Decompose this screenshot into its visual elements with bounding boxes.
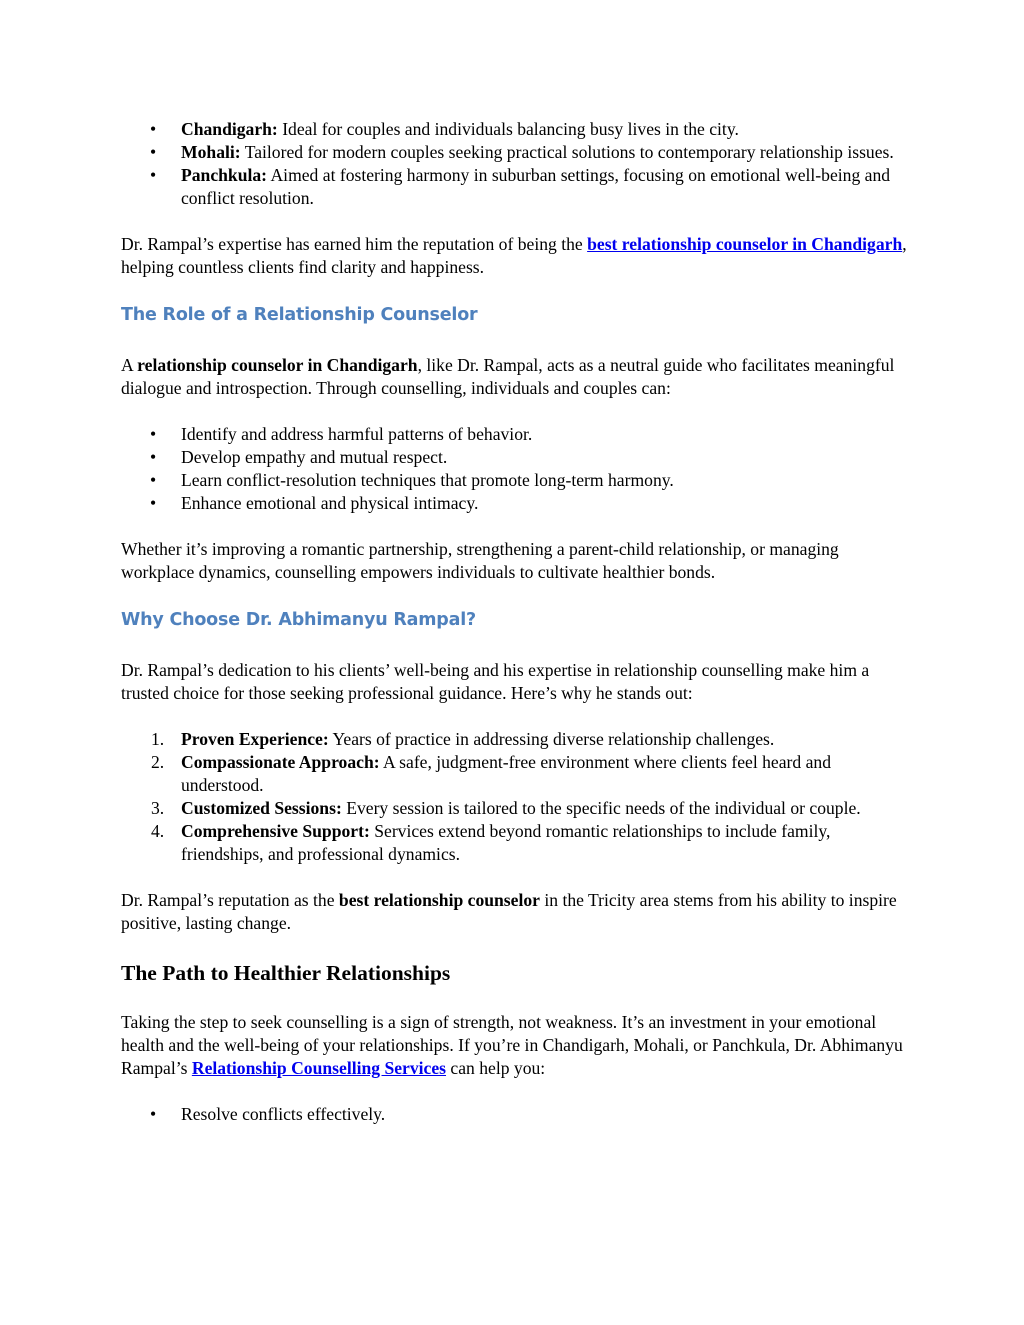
item-title: Customized Sessions:	[181, 798, 342, 818]
why-list	[121, 728, 911, 866]
list-item	[121, 728, 911, 751]
item-text: Every session is tailored to the specific needs of the individual or couple.	[341, 798, 861, 818]
role-intro-paragraph	[121, 354, 911, 400]
reputation-paragraph	[121, 889, 911, 935]
paragraph-text: in the Tricity area stems from his ability to inspire positive, lasting change.	[121, 890, 897, 933]
list-item: • Develop empathy and mutual respect.	[121, 446, 911, 469]
why-heading: Why Choose Dr. Abhimanyu Rampal?	[121, 610, 476, 630]
document-page	[121, 118, 911, 1126]
why-intro-paragraph: Dr. Rampal’s dedication to his clients’ well-being and his expertise in relationship counselling make him a trusted choice for those seeking professional guidance. Here’s why he stands out:	[121, 660, 870, 703]
item-title: Comprehensive Support:	[181, 821, 370, 841]
list-number: 4.	[151, 821, 165, 841]
item-text: Services extend beyond romantic relationships to include family, friendships, and professional dynamics.	[181, 821, 831, 864]
list-item	[121, 751, 911, 797]
item-title: Proven Experience:	[181, 729, 329, 749]
list-item: • Resolve conflicts effectively.	[121, 1103, 911, 1126]
list-item	[121, 141, 911, 164]
paragraph-text: Dr. Rampal’s reputation as the	[121, 890, 339, 910]
list-number: 3.	[151, 798, 165, 818]
bold-phrase: relationship counselor in Chandigarh	[137, 355, 418, 375]
best-counselor-link[interactable]: best relationship counselor in Chandigarh	[587, 234, 903, 254]
list-item: • Enhance emotional and physical intimacy.	[121, 492, 911, 515]
list-item	[121, 820, 911, 866]
list-number: 1.	[151, 729, 165, 749]
paragraph-text: Dr. Rampal’s expertise has earned him the reputation of being the	[121, 234, 588, 254]
role-heading: The Role of a Relationship Counselor	[121, 305, 478, 325]
location-name: Mohali:	[181, 142, 241, 162]
list-number: 2.	[151, 752, 165, 772]
paragraph-text: can help you:	[446, 1058, 546, 1078]
list-item	[121, 797, 911, 820]
paragraph-text: , like Dr. Rampal, acts as a neutral guide who facilitates meaningful dialogue and introspection. Through counselling, individuals and couples can:	[121, 355, 895, 398]
item-title: Compassionate Approach:	[181, 752, 380, 772]
location-description: Ideal for couples and individuals balancing busy lives in the city.	[277, 119, 739, 139]
locations-list	[121, 118, 911, 210]
list-item	[121, 118, 911, 141]
list-item: • Identify and address harmful patterns of behavior.	[121, 423, 911, 446]
paragraph-text: A	[121, 355, 138, 375]
expertise-paragraph	[121, 233, 911, 279]
paragraph-text: , helping countless clients find clarity and happiness.	[121, 234, 907, 277]
list-item	[121, 164, 911, 210]
location-name: Chandigarh:	[181, 119, 278, 139]
bold-phrase: best relationship counselor	[338, 890, 540, 910]
location-description: Aimed at fostering harmony in suburban settings, focusing on emotional well-being and conflict resolution.	[181, 165, 891, 208]
location-description: Tailored for modern couples seeking practical solutions to contemporary relationship issues.	[240, 142, 894, 162]
path-intro-paragraph	[121, 1011, 911, 1080]
path-list	[121, 1103, 911, 1126]
location-name: Panchkula:	[181, 165, 268, 185]
counselling-services-link[interactable]: Relationship Counselling Services	[191, 1058, 447, 1078]
item-text: Years of practice in addressing diverse relationship challenges.	[328, 729, 775, 749]
item-text: A safe, judgment-free environment where clients feel heard and understood.	[181, 752, 831, 795]
paragraph-text: Taking the step to seek counselling is a sign of strength, not weakness. It’s an investment in your emotional health and the well-being of your relationships. If you’re in Chandigarh, Mohali, or Panchkula, Dr. Abhimanyu Rampal’s	[121, 1012, 903, 1078]
list-item: • Learn conflict-resolution techniques that promote long-term harmony.	[121, 469, 911, 492]
role-closing-paragraph: Whether it’s improving a romantic partnership, strengthening a parent-child relationship, or managing workplace dynamics, counselling empowers individuals to cultivate healthier bonds.	[121, 539, 839, 582]
path-heading: The Path to Healthier Relationships	[121, 961, 451, 985]
role-list	[121, 423, 911, 515]
